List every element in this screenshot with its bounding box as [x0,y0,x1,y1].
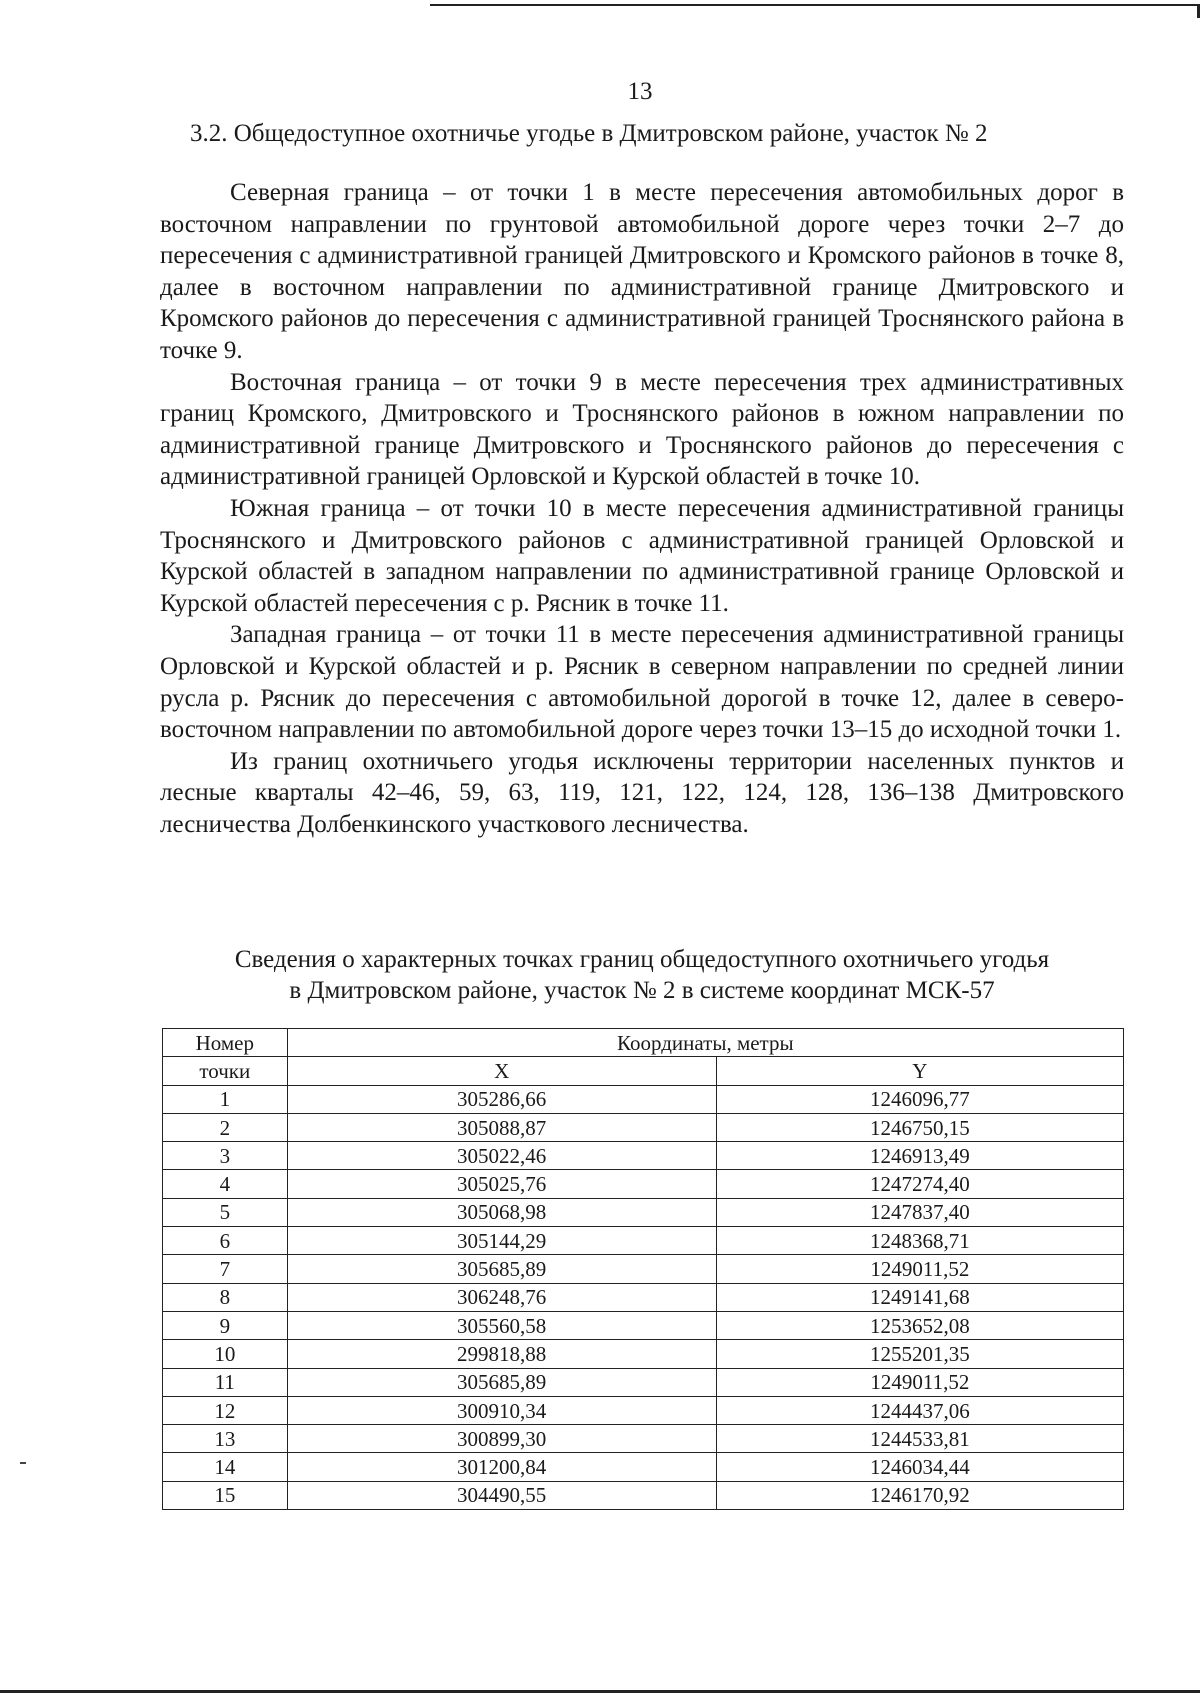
cell-x: 305025,76 [287,1170,716,1198]
cell-point-number: 9 [163,1311,288,1339]
table-caption-line2: в Дмитровском районе, участок № 2 в системе координат МСК-57 [289,977,995,1004]
cell-x: 305685,89 [287,1368,716,1396]
cell-y: 1249011,52 [716,1368,1123,1396]
table-row [163,1340,1124,1368]
cell-point-number: 8 [163,1283,288,1311]
cell-x: 306248,76 [287,1283,716,1311]
header-point-number-bottom: точки [163,1057,288,1085]
table-row [163,1227,1124,1255]
cell-x: 301200,84 [287,1453,716,1481]
cell-y: 1248368,71 [716,1227,1123,1255]
cell-y: 1247837,40 [716,1198,1123,1226]
paragraph-south-boundary: Южная граница – от точки 10 в месте пересечения административной границы Троснянского и Дмитровского районов с административной границей Орловской и Курской областей в западном направлении по административной границе Орловской и Курской областей пересечения с р. Рясник в точке 11. [160,494,1124,617]
table-row [163,1085,1124,1113]
cell-y: 1246170,92 [716,1481,1123,1509]
table-row [163,1453,1124,1481]
table-row [163,1198,1124,1226]
cell-x: 305022,46 [287,1142,716,1170]
cell-x: 305560,58 [287,1311,716,1339]
cell-x: 305068,98 [287,1198,716,1226]
table-row [163,1481,1124,1509]
cell-point-number: 12 [163,1396,288,1424]
table-row [163,1113,1124,1141]
header-point-number-top: Номер [163,1029,288,1057]
cell-point-number: 7 [163,1255,288,1283]
cell-y: 1246750,15 [716,1113,1123,1141]
cell-point-number: 13 [163,1425,288,1453]
header-x: X [287,1057,716,1085]
paragraph-north-boundary: Северная граница – от точки 1 в месте пересечения автомобильных дорог в восточном направлении по грунтовой автомобильной дороге через точки 2–7 до пересечения с административной границей Дмитровского и Кромского районов в точке 8, далее в восточном направлении по административной границе Дмитровского и Кромского районов до пересечения с административной границей Троснянского района в точке 9. [160,179,1124,364]
table-row [163,1170,1124,1198]
cell-point-number: 1 [163,1085,288,1113]
cell-point-number: 6 [163,1227,288,1255]
cell-point-number: 11 [163,1368,288,1396]
cell-x: 299818,88 [287,1340,716,1368]
table-row [163,1368,1124,1396]
scan-edge-top [430,4,1200,6]
table-row [163,1142,1124,1170]
paragraph-exclusions: Из границ охотничьего угодья исключены территории населенных пунктов и лесные кварталы 42–46, 59, 63, 119, 121, 122, 124, 128, 136–138 Дмитровского лесничества Долбенкинского участкового лесничества. [160,747,1124,838]
cell-x: 305088,87 [287,1113,716,1141]
scan-edge-bottom [0,1690,1200,1693]
cell-y: 1244437,06 [716,1396,1123,1424]
cell-point-number: 4 [163,1170,288,1198]
cell-y: 1246034,44 [716,1453,1123,1481]
cell-y: 1244533,81 [716,1425,1123,1453]
cell-point-number: 15 [163,1481,288,1509]
cell-point-number: 3 [163,1142,288,1170]
cell-x: 304490,55 [287,1481,716,1509]
body-text [160,177,1124,840]
table-caption [160,944,1124,1006]
cell-point-number: 10 [163,1340,288,1368]
table-row [163,1311,1124,1339]
cell-y: 1255201,35 [716,1340,1123,1368]
cell-y: 1253652,08 [716,1311,1123,1339]
table-caption-line1: Сведения о характерных точках границ общедоступного охотничьего угодья [234,946,1050,973]
page-number: 13 [627,78,653,105]
section-title: 3.2. Общедоступное охотничье угодье в Дмитровском районе, участок № 2 [190,120,988,147]
cell-y: 1246913,49 [716,1142,1123,1170]
cell-x: 300899,30 [287,1425,716,1453]
header-coordinates: Координаты, метры [287,1029,1123,1057]
cell-x: 305685,89 [287,1255,716,1283]
cell-y: 1246096,77 [716,1085,1123,1113]
cell-x: 300910,34 [287,1396,716,1424]
coordinates-table-body [163,1085,1124,1509]
cell-y: 1247274,40 [716,1170,1123,1198]
cell-x: 305144,29 [287,1227,716,1255]
paragraph-east-boundary: Восточная граница – от точки 9 в месте пересечения трех административных границ Кромского, Дмитровского и Троснянского районов в южном направлении по административной границе Дмитровского и Троснянского районов до пересечения с административной границей Орловской и Курской областей в точке 10. [160,368,1124,491]
paragraph-west-boundary: Западная граница – от точки 11 в месте пересечения административной границы Орловской и Курской областей и р. Рясник в северном направлении по средней линии русла р. Рясник до пересечения с автомобильной дорогой в точке 12, далее в северо-восточном направлении по автомобильной дороге через точки 13–15 до исходной точки 1. [160,621,1124,744]
cell-x: 305286,66 [287,1085,716,1113]
cell-point-number: 5 [163,1198,288,1226]
cell-point-number: 14 [163,1453,288,1481]
coordinates-table [162,1028,1124,1510]
cell-y: 1249141,68 [716,1283,1123,1311]
cell-y: 1249011,52 [716,1255,1123,1283]
cell-point-number: 2 [163,1113,288,1141]
scan-mark [20,1462,26,1464]
table-row [163,1396,1124,1424]
table-row [163,1255,1124,1283]
header-y: Y [716,1057,1123,1085]
table-row [163,1425,1124,1453]
table-row [163,1283,1124,1311]
